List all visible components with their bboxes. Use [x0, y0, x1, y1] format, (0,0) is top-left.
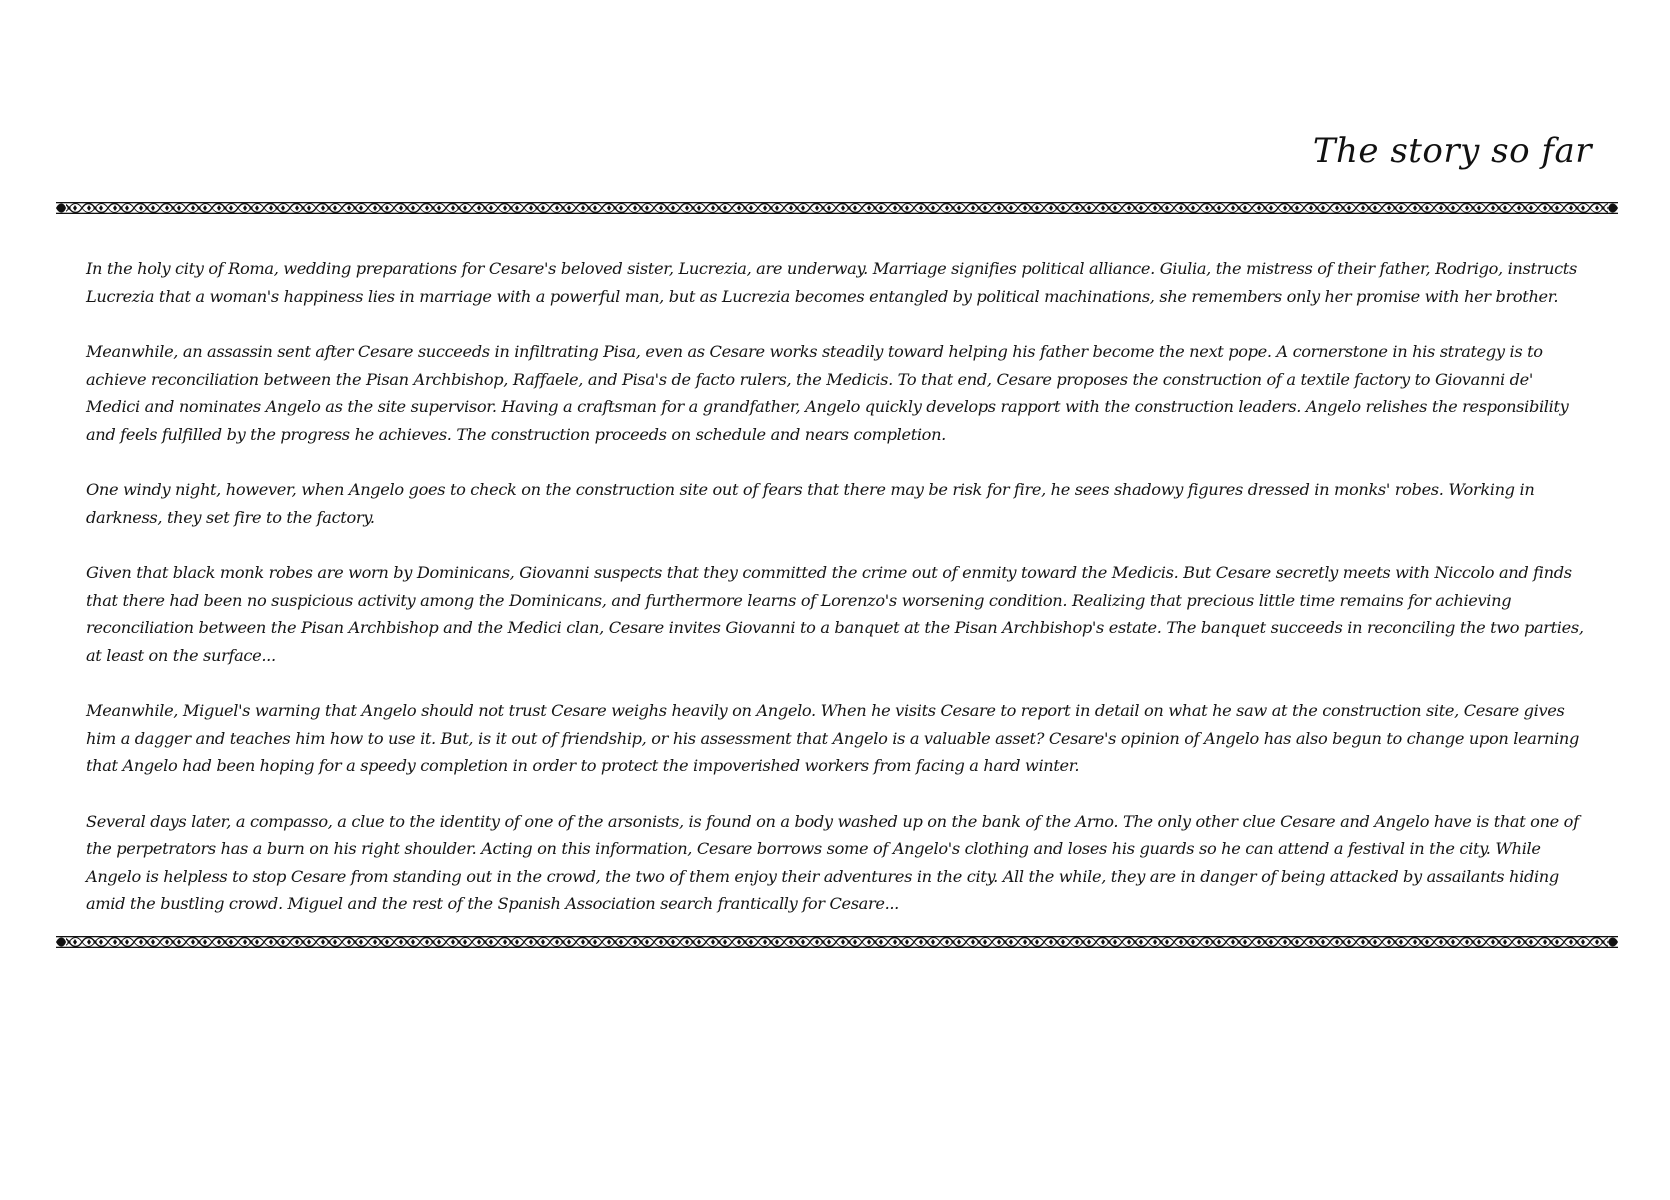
- story-paragraph-6: Several days later, a compasso, a clue to the identity of one of the arsonists, is found on a body washed up on the bank of the Arno. The only other clue Cesare and Angelo have is that one of the perpetrators has a burn on his right shoulder. Acting on this information, Cesare borrows some of Angelo's clothing and loses his guards so he can attend a festival in the city. While Angelo is helpless to stop Cesare from standing out in the crowd, the two of them enjoy their adventures in the city. All the while, they are in danger of being attacked by assailants hiding amid the bustling crowd. Miguel and the rest of the Spanish Association search frantically for Cesare...: [86, 811, 1579, 913]
- story-paragraph-1: In the holy city of Roma, wedding preparations for Cesare's beloved sister, Lucrezia, are underway. Marriage signifies political alliance. Giulia, the mistress of their father, Rodrigo, instructs Lucrezia that a woman's happiness lies in marriage with a powerful man, but as Lucrezia becomes entangled by political machinations, she remembers only her promise with her brother.: [86, 259, 1577, 306]
- story-paragraph-3: One windy night, however, when Angelo goes to check on the construction site out of fears that there may be risk for fire, he sees shadowy figures dressed in monks' robes. Working in darkness, they set fire to the factory.: [86, 480, 1535, 527]
- story-paragraph-4: Given that black monk robes are worn by Dominicans, Giovanni suspects that they committed the crime out of enmity toward the Medicis. But Cesare secretly meets with Niccolo and finds that there had been no suspicious activity among the Dominicans, and furthermore learns of Lorenzo's worsening condition. Realizing that precious little time remains for achieving reconciliation between the Pisan Archbishop and the Medici clan, Cesare invites Giovanni to a banquet at the Pisan Archbishop's estate. The banquet succeeds in reconciling the two parties, at least on the surface...: [86, 563, 1584, 665]
- story-paragraph-5: Meanwhile, Miguel's warning that Angelo should not trust Cesare weighs heavily on Angelo. When he visits Cesare to report in detail on what he saw at the construction site, Cesare gives him a dagger and teaches him how to use it. But, is it out of friendship, or his assessment that Angelo is a valuable asset? Cesare's opinion of Angelo has also begun to change upon learning that Angelo had been hoping for a speedy completion in order to protect the impoverished workers from facing a hard winter.: [86, 701, 1579, 775]
- ornament-icon: [56, 200, 1618, 216]
- ornament-icon: [56, 934, 1618, 950]
- story-paragraph-2: Meanwhile, an assassin sent after Cesare succeeds in infiltrating Pisa, even as Cesare works steadily toward helping his father become the next pope. A cornerstone in his strategy is to achieve reconciliation between the Pisan Archbishop, Raffaele, and Pisa's de facto rulers, the Medicis. To that end, Cesare proposes the construction of a textile factory to Giovanni de' Medici and nominates Angelo as the site supervisor. Having a craftsman for a grandfather, Angelo quickly develops rapport with the construction leaders. Angelo relishes the responsibility and feels fulfilled by the progress he achieves. The construction proceeds on schedule and nears completion.: [86, 342, 1569, 444]
- ornamental-border-top: [56, 200, 1618, 216]
- ornamental-border-bottom: [56, 934, 1618, 950]
- page-title: The story so far: [1312, 131, 1592, 171]
- story-body: [86, 255, 1590, 918]
